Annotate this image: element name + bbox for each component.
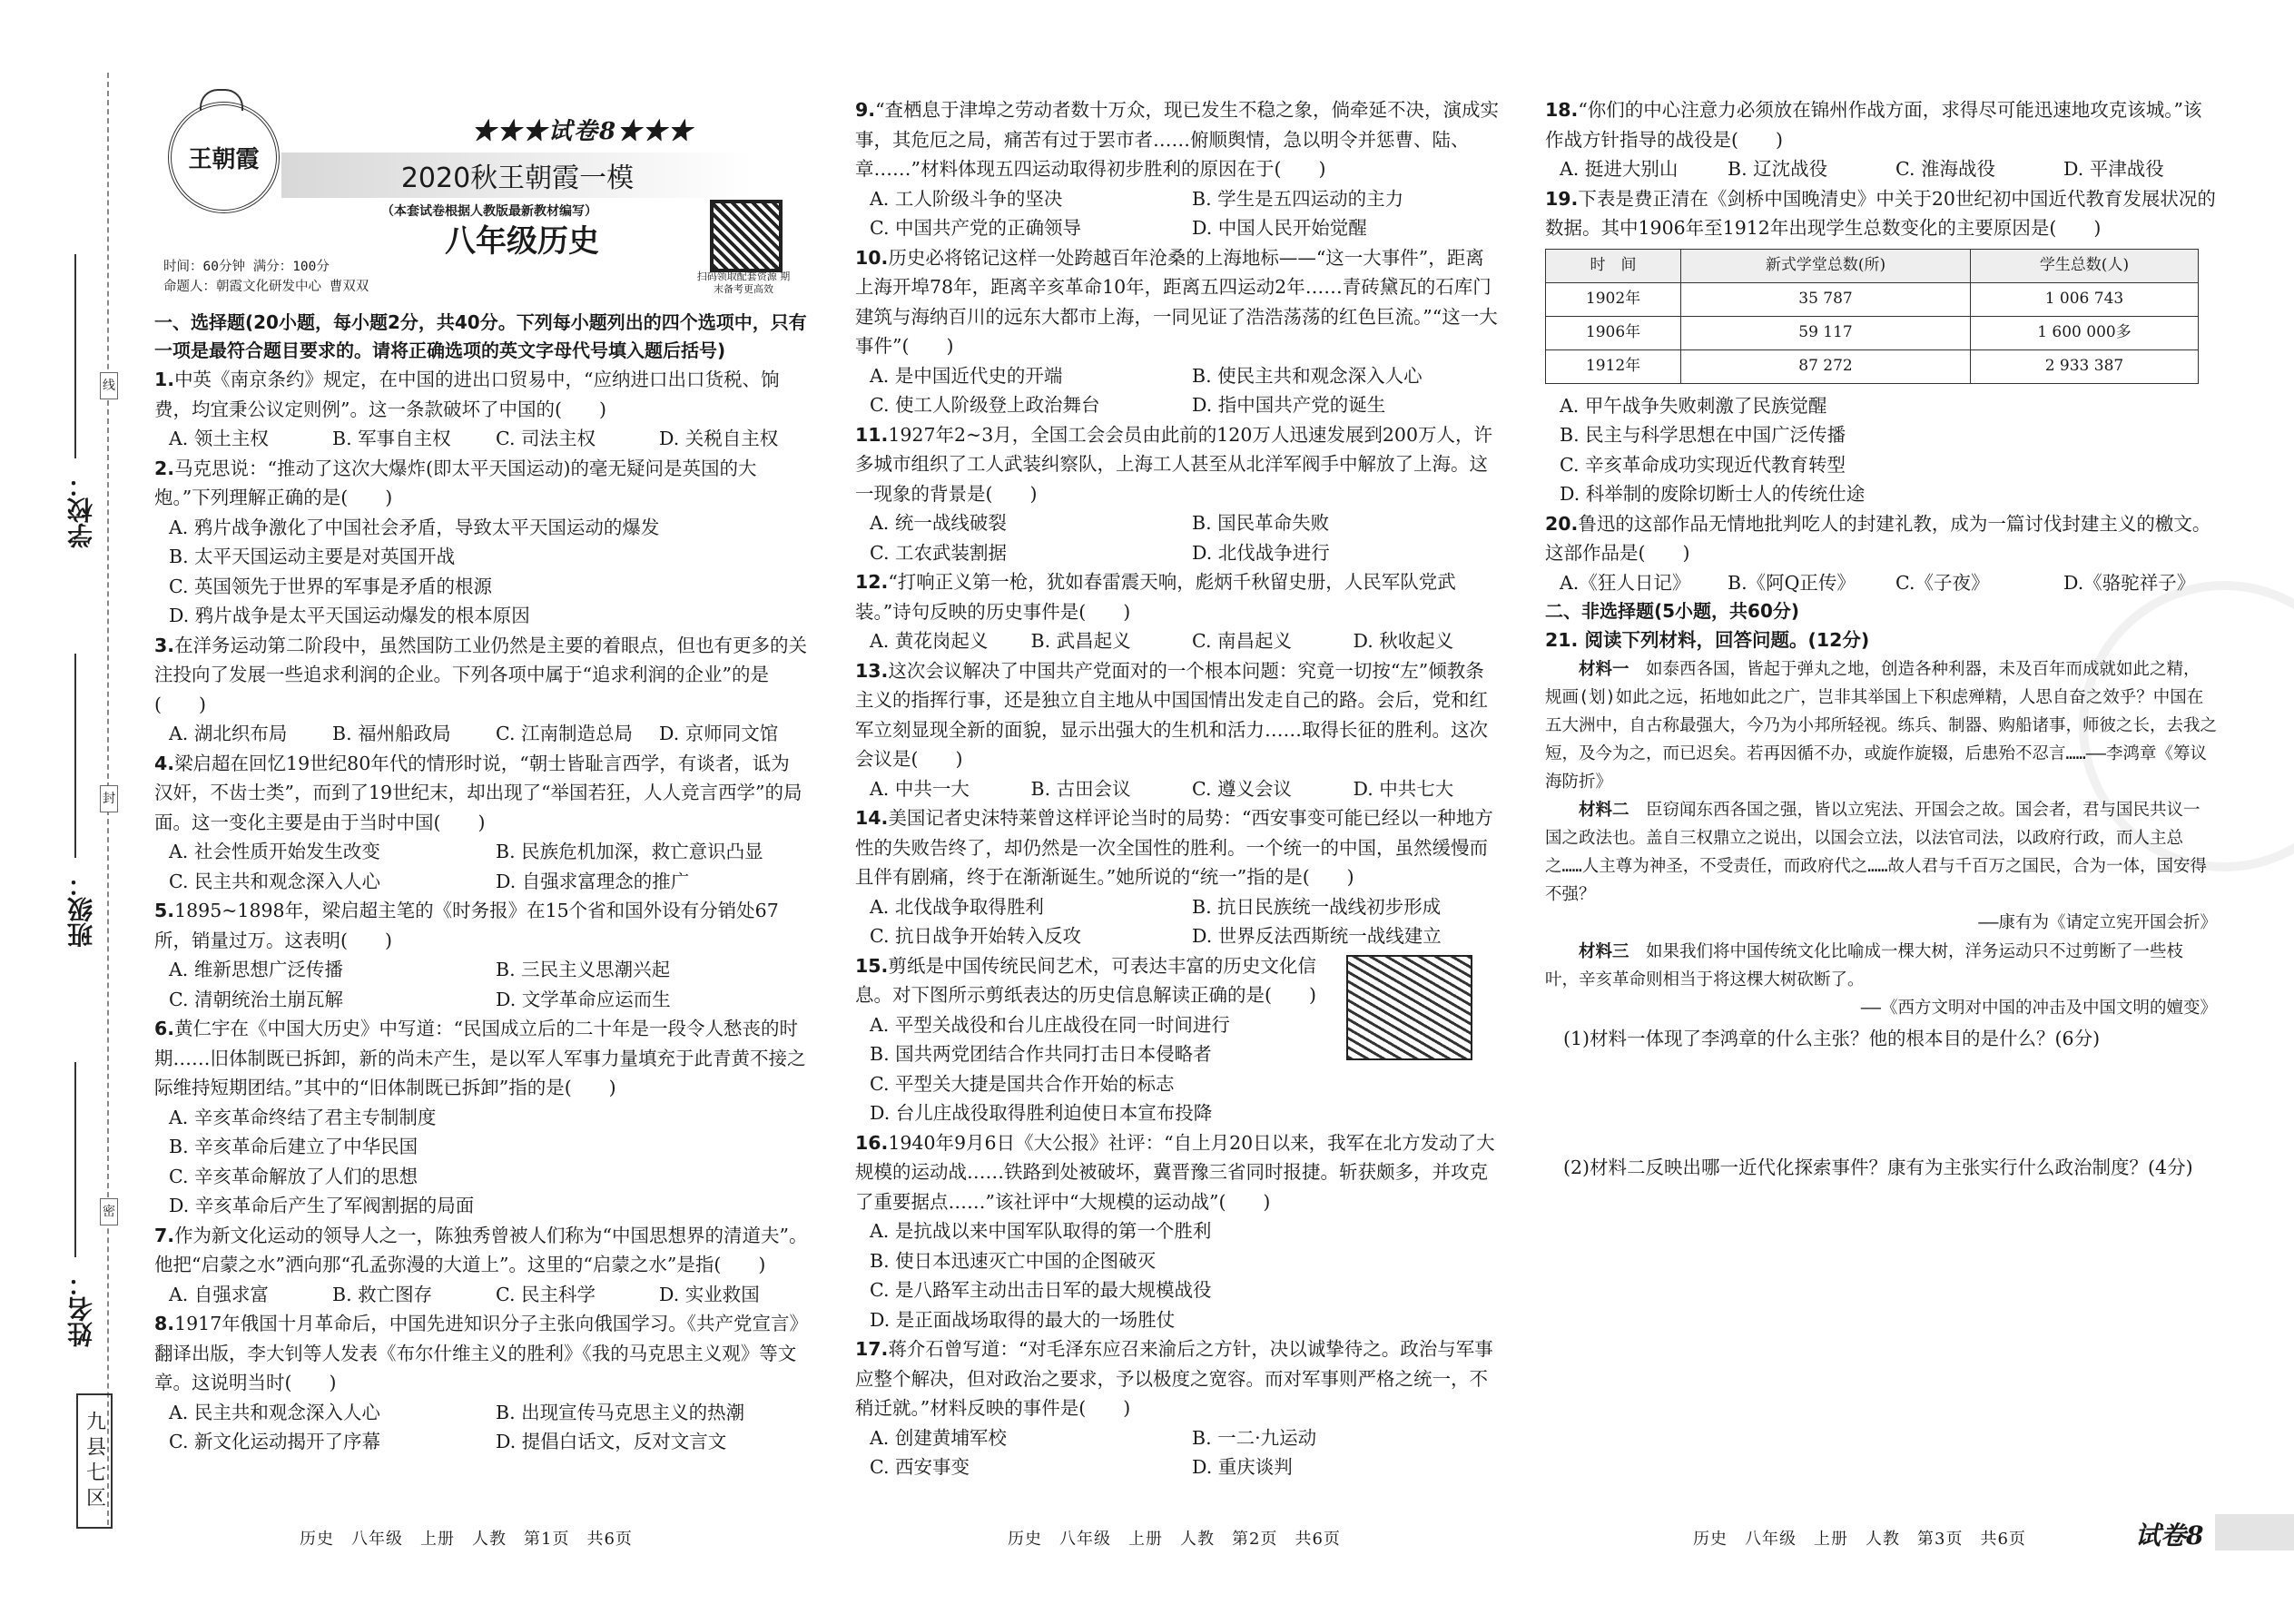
option-b[interactable]: B. 辽沈战役 bbox=[1728, 158, 1828, 180]
option-b[interactable]: B. 国共两党团结合作共同打击日本侵略者 bbox=[870, 1043, 1212, 1065]
question-text: 1895~1898年，梁启超主笔的《时务报》在15个省和国外设有分销处67所，销量过万。这表明( ) bbox=[154, 900, 779, 951]
option-d[interactable]: D. 科举制的废除切断士人的传统仕途 bbox=[1560, 483, 1866, 505]
table-cell: 35 787 bbox=[1681, 282, 1971, 316]
question-text: “打响正义第一枪，犹如春雷震天响，彪炳千秋留史册，人民军队党武装。”诗句反映的历史事件是( ) bbox=[855, 571, 1456, 623]
option-list bbox=[154, 424, 808, 454]
footer-page-3: 历史 八年级 上册 人教 第3页 共6页 bbox=[1693, 1530, 2026, 1549]
option-list bbox=[855, 508, 1500, 567]
option-d[interactable]: D. 实业救国 bbox=[659, 1283, 760, 1305]
footer-page-1: 历史 八年级 上册 人教 第1页 共6页 bbox=[300, 1530, 633, 1549]
question-16 bbox=[855, 1128, 1500, 1335]
corner-bar bbox=[2215, 1514, 2294, 1550]
paper-tag: ★★★试卷8★★★ bbox=[472, 118, 694, 145]
option-d[interactable]: D. 是正面战场取得的最大的一场胜仗 bbox=[870, 1308, 1176, 1331]
option-d[interactable]: D. 指中国共产党的诞生 bbox=[1192, 394, 1386, 416]
option-list bbox=[154, 837, 808, 896]
option-list bbox=[855, 1423, 1500, 1482]
option-d[interactable]: D. 文学革命应运而生 bbox=[496, 988, 671, 1010]
question-number: 8. bbox=[154, 1313, 175, 1334]
material-2 bbox=[1545, 796, 2217, 909]
option-a[interactable]: A. 是抗战以来中国军队取得的第一个胜利 bbox=[870, 1220, 1212, 1242]
question-stem bbox=[154, 749, 808, 838]
question-text: 1927年2~3月，全国工会会员由此前的120万人迅速发展到200万人，许多城市组织了工人武装纠察队，上海工人甚至从北洋军阀手中解放了上海。这一现象的背景是( ) bbox=[855, 423, 1493, 505]
class-label: 班级： bbox=[66, 871, 96, 948]
option-d[interactable]: D. 平津战役 bbox=[2063, 158, 2164, 180]
option-b[interactable]: B. 国民革命失败 bbox=[1192, 512, 1330, 534]
option-b[interactable]: B. 学生是五四运动的主力 bbox=[1192, 187, 1404, 210]
question-number: 5. bbox=[154, 900, 175, 921]
question-14 bbox=[855, 803, 1500, 951]
question-5 bbox=[154, 896, 808, 1014]
option-a[interactable]: A. 北伐战争取得胜利 bbox=[870, 895, 1044, 918]
question-text: 1940年9月6日《大公报》社评：“自上月20日以来，我军在北方发动了大规模的运动战……铁路到处被破坏，冀晋豫三省同时报捷。斩获颇多，并攻克了重要据点……”该社评中“大规模的运动战”( ) bbox=[855, 1131, 1495, 1213]
table-header: 新式学堂总数(所) bbox=[1681, 249, 1971, 282]
question-stem bbox=[154, 454, 808, 513]
class-fill-line bbox=[74, 654, 76, 858]
question-text: 1917年俄国十月革命后，中国先进知识分子主张向俄国学习。《共产党宣言》翻译出版，李大钊等人发表《布尔什维主义的胜利》《我的马克思主义观》等文章。这说明当时( ) bbox=[154, 1313, 808, 1393]
question-number: 9. bbox=[855, 99, 876, 121]
question-stem bbox=[855, 1128, 1500, 1217]
option-list bbox=[855, 184, 1500, 243]
question-number: 4. bbox=[154, 752, 175, 774]
exam-meta bbox=[163, 257, 369, 297]
option-d[interactable]: D. 台儿庄战役取得胜利迫使日本宣布投降 bbox=[870, 1102, 1213, 1124]
option-d[interactable]: D. 重庆谈判 bbox=[1192, 1456, 1293, 1478]
option-b[interactable]: B. 一二·九运动 bbox=[1192, 1426, 1317, 1449]
table-header: 时 间 bbox=[1546, 249, 1681, 282]
table-cell: 87 272 bbox=[1681, 349, 1971, 383]
footer-page-2: 历史 八年级 上册 人教 第2页 共6页 bbox=[1008, 1530, 1341, 1549]
time-score: 时间：60分钟 满分：100分 bbox=[163, 260, 330, 274]
option-a[interactable]: A. 鸦片战争激化了中国社会矛盾，导致太平天国运动的爆发 bbox=[169, 516, 660, 538]
question-13 bbox=[855, 656, 1500, 804]
question-text: 蒋介石曾写道：“对毛泽东应召来渝后之方针，决以诚挚待之。政治与军事应整个解决，但对政治之要求，予以极度之宽容。而对军事则严格之统一，不稍迁就。”材料反映的事件是( ) bbox=[855, 1338, 1493, 1419]
question-10 bbox=[855, 243, 1500, 420]
option-a[interactable]: A. 自强求富 bbox=[169, 1283, 269, 1305]
question-9 bbox=[855, 95, 1500, 243]
question-stem bbox=[154, 1014, 808, 1103]
question-number: 13. bbox=[855, 659, 889, 682]
question-number: 11. bbox=[855, 423, 889, 446]
option-list bbox=[154, 955, 808, 1014]
option-d[interactable]: D. 提倡白话文，反对文言文 bbox=[496, 1431, 727, 1452]
option-c[interactable]: C. 遵义会议 bbox=[1192, 777, 1292, 800]
table-cell: 1 006 743 bbox=[1970, 282, 2198, 316]
question-number: 3. bbox=[154, 634, 175, 656]
question-number: 7. bbox=[154, 1224, 175, 1246]
author-line: 命题人：朝霞文化研发中心 曹双双 bbox=[163, 280, 369, 294]
question-text: 剪纸是中国传统民间艺术，可表达丰富的历史文化信息。对下图所示剪纸表达的历史信息解读正确的是( ) bbox=[855, 954, 1316, 1006]
question-stem bbox=[1545, 184, 2217, 243]
question-text: 在洋务运动第二阶段中，虽然国防工业仍然是主要的着眼点，但也有更多的关注投向了发展一些追求利润的企业。下列各项中属于“追求利润的企业”的是( ) bbox=[154, 634, 808, 715]
question-text: 作为新文化运动的领导人之一，陈独秀曾被人们称为“中国思想界的清道夫”。他把“启蒙之水”洒向那“孔孟弥漫的大道上”。这里的“启蒙之水”是指( ) bbox=[154, 1224, 808, 1275]
subquestion-1: (1)材料一体现了李鸿章的什么主张？他的根本目的是什么？(6分) bbox=[1563, 1027, 2101, 1049]
subquestion-2: (2)材料二反映出哪一近代化探索事件？康有为主张实行什么政治制度？(4分) bbox=[1563, 1156, 2193, 1178]
option-c[interactable]: C. 清朝统治土崩瓦解 bbox=[169, 988, 343, 1010]
option-d[interactable]: D. 京师同文馆 bbox=[659, 723, 779, 744]
question-11 bbox=[855, 420, 1500, 568]
question-15 bbox=[855, 951, 1500, 1128]
page-3-column bbox=[1545, 95, 2217, 1183]
option-a[interactable]: A. 挺进大别山 bbox=[1560, 158, 1679, 180]
school-stats-table bbox=[1545, 249, 2199, 384]
option-b[interactable]: B. 古田会议 bbox=[1030, 777, 1131, 800]
material-3 bbox=[1545, 938, 2217, 994]
page-1-column bbox=[154, 309, 808, 1457]
option-list bbox=[855, 361, 1500, 420]
option-c[interactable]: C. 中国共产党的正确领导 bbox=[870, 217, 1081, 239]
option-d[interactable]: D. 自强求富理念的推广 bbox=[496, 870, 690, 892]
district-box: 九县七区 bbox=[76, 1393, 113, 1529]
option-b[interactable]: B. 军事自主权 bbox=[332, 428, 451, 449]
material-2-source: ——康有为《请定立宪开国会折》 bbox=[1978, 912, 2217, 932]
option-a[interactable]: A. 工人阶级斗争的坚决 bbox=[870, 187, 1063, 210]
question-stem bbox=[154, 1221, 808, 1280]
question-number: 15. bbox=[855, 954, 889, 977]
question-number: 14. bbox=[855, 807, 889, 829]
q21-heading: 21. 阅读下列材料，回答问题。(12分) bbox=[1545, 629, 1870, 651]
option-c[interactable]: C. 是八路军主动出击日军的最大规模战役 bbox=[870, 1279, 1212, 1301]
material-1-text: 如泰西各国，皆起于弹丸之地，创造各种利器，未及百年而成就如此之精，规画(划)如此之远，拓地如此之广，岂非其举国上下积虑殚精，人思自奋之效乎？中国在五大洲中，自古称最强大，今乃为小邦所轻视。练兵、制器、购船诸事，师彼之长，去我之短，及今为之，而已迟矣。若再因循不办，或旋作旋辍，后患殆不忍言…… bbox=[1545, 659, 2218, 763]
question-number: 19. bbox=[1545, 187, 1579, 210]
table-row bbox=[1546, 349, 2199, 383]
paper-corner-tag: 试卷8 bbox=[2135, 1521, 2204, 1550]
edition-note: （本套试卷根据人教版最新教材编写） bbox=[381, 204, 597, 219]
question-17 bbox=[855, 1334, 1500, 1482]
material-1 bbox=[1545, 655, 2217, 796]
question-text: 历史必将铭记这样一处跨越百年沧桑的上海地标——“这一大事件”，距离上海开埠78年，距离辛亥革命10年，距离五四运动2年……青砖黛瓦的石库门建筑与海纳百川的远东大都市上海，一同见证了浩浩荡荡的红色巨流。”“这一大事件”( ) bbox=[855, 246, 1498, 357]
option-c[interactable]: C. 江南制造总局 bbox=[496, 723, 633, 744]
binding-mark-secret: 密 bbox=[100, 1198, 118, 1225]
material-2-text: 臣窃闻东西各国之强，皆以立宪法、开国会之故。国会者，君与国民共议一国之政法也。盖自三权鼎立之说出，以国会立法，以法官司法，以政府行政，而人主总之……人主尊为神圣，不受责任，而政府代之……故人君与千百万之国民，合为一体，国安得不强？ bbox=[1545, 800, 2208, 904]
section-1-title: 一、选择题(20小题，每小题2分，共40分。下列每小题列出的四个选项中，只有一项是最符合题目要求的。请将正确选项的英文字母代号填入题后括号) bbox=[154, 311, 807, 361]
option-c[interactable]: C. 西安事变 bbox=[870, 1456, 970, 1478]
option-d[interactable]: D. 北伐战争进行 bbox=[1192, 541, 1330, 564]
question-number: 2. bbox=[154, 457, 175, 479]
option-c[interactable]: C. 抗日战争开始转入反攻 bbox=[870, 925, 1081, 947]
material-3-text: 如果我们将中国传统文化比喻成一棵大树，洋务运动只不过剪断了一些枝叶，辛亥革命则相当于将这棵大树砍断了。 bbox=[1545, 942, 2184, 989]
table-row bbox=[1546, 316, 2199, 349]
option-c[interactable]: C. 辛亥革命解放了人们的思想 bbox=[169, 1165, 418, 1187]
option-list bbox=[855, 1216, 1500, 1334]
question-4 bbox=[154, 749, 808, 897]
question-2 bbox=[154, 454, 808, 631]
question-text: 这次会议解决了中国共产党面对的一个根本问题：究竟一切按“左”倾教条主义的指挥行事，还是独立自主地从中国国情出发走自己的路。会后，党和红军立刻显现全新的面貌，显示出强大的生机和活力……取得长征的胜利。这次会议是( ) bbox=[855, 659, 1488, 770]
question-stem bbox=[1545, 95, 2217, 154]
option-list bbox=[154, 719, 808, 749]
question-7 bbox=[154, 1221, 808, 1310]
question-stem bbox=[855, 95, 1500, 184]
question-1 bbox=[154, 365, 808, 454]
option-b[interactable]: B. 福州船政局 bbox=[332, 723, 451, 744]
answer-space-1[interactable] bbox=[1545, 1053, 2217, 1153]
table-cell: 1 600 000多 bbox=[1970, 316, 2198, 349]
binding-mark-seal: 封 bbox=[100, 785, 118, 812]
option-c[interactable]: C. 新文化运动揭开了序幕 bbox=[169, 1431, 380, 1452]
option-b[interactable]: B. 武昌起义 bbox=[1030, 630, 1131, 652]
option-list bbox=[154, 1398, 808, 1457]
option-b[interactable]: B. 太平天国运动主要是对英国开战 bbox=[169, 546, 456, 567]
option-list bbox=[855, 774, 1500, 804]
binding-mark-line: 线 bbox=[100, 372, 118, 399]
option-a[interactable]: A. 湖北织布局 bbox=[169, 723, 288, 744]
option-b[interactable]: B. 民主与科学思想在中国广泛传播 bbox=[1560, 424, 1846, 446]
option-a[interactable]: A. 创建黄埔军校 bbox=[870, 1426, 1007, 1449]
material-1-label: 材料一 bbox=[1579, 659, 1629, 679]
material-3-label: 材料三 bbox=[1579, 942, 1629, 961]
question-8 bbox=[154, 1309, 808, 1457]
question-text: 下表是费正清在《剑桥中国晚清史》中关于20世纪初中国近代教育发展状况的数据。其中1906年至1912年出现学生总数变化的主要原因是( ) bbox=[1545, 187, 2216, 239]
option-b[interactable]: B. 三民主义思潮兴起 bbox=[496, 959, 671, 980]
material-2-label: 材料二 bbox=[1579, 800, 1629, 820]
question-text: 梁启超在回忆19世纪80年代的情形时说，“朝士皆耻言西学，有谈者，诋为汉奸，不齿士类”，而到了19世纪末，却出现了“举国若狂，人人竞言西学”的局面。这一变化主要是由于当时中国( ) bbox=[154, 752, 802, 833]
paper-cut-image bbox=[1346, 955, 1472, 1060]
option-b[interactable]: B. 使民主共和观念深入人心 bbox=[1192, 364, 1423, 387]
question-number: 18. bbox=[1545, 99, 1579, 121]
school-label: 学校： bbox=[66, 472, 96, 548]
table-cell: 1912年 bbox=[1546, 349, 1681, 383]
grade-subject: 八年级历史 bbox=[445, 223, 599, 260]
table-cell: 1902年 bbox=[1546, 282, 1681, 316]
option-d[interactable]: D.《骆驼祥子》 bbox=[2063, 571, 2196, 594]
question-number: 10. bbox=[855, 246, 889, 269]
question-number: 12. bbox=[855, 571, 889, 593]
question-number: 1. bbox=[154, 369, 175, 390]
table-row bbox=[1546, 282, 2199, 316]
question-stem bbox=[855, 243, 1500, 361]
question-stem bbox=[154, 896, 808, 955]
option-d[interactable]: D. 辛亥革命后产生了军阀割据的局面 bbox=[169, 1195, 475, 1216]
school-fill-line bbox=[74, 254, 76, 458]
table-cell: 2 933 387 bbox=[1970, 349, 2198, 383]
question-18 bbox=[1545, 95, 2217, 184]
name-label: 姓名： bbox=[66, 1271, 96, 1347]
qr-note: 扫码领取配套资源 期末备考更高效 bbox=[696, 271, 791, 295]
table-cell: 1906年 bbox=[1546, 316, 1681, 349]
question-text: 黄仁宇在《中国大历史》中写道：“民国成立后的二十年是一段令人愁丧的时期……旧体制既已拆卸，新的尚未产生，是以军人军事力量填充于此青黄不接之际维持短期团结。”其中的“旧体制既已拆卸”指的是( ) bbox=[154, 1018, 806, 1098]
question-6 bbox=[154, 1014, 808, 1221]
qr-code-icon[interactable] bbox=[710, 200, 783, 272]
option-d[interactable]: D. 中国人民开始觉醒 bbox=[1192, 217, 1367, 239]
option-d[interactable]: D. 鸦片战争是太平天国运动爆发的根本原因 bbox=[169, 605, 530, 626]
option-c[interactable]: C. 英国领先于世界的军事是矛盾的根源 bbox=[169, 575, 492, 597]
question-stem bbox=[855, 656, 1500, 774]
option-a[interactable]: A. 是中国近代史的开端 bbox=[870, 364, 1063, 387]
question-stem bbox=[154, 365, 808, 424]
option-c[interactable]: C. 平型关大捷是国共合作开始的标志 bbox=[870, 1072, 1175, 1095]
option-c[interactable]: C. 辛亥革命成功实现近代教育转型 bbox=[1560, 453, 1846, 476]
question-20 bbox=[1545, 509, 2217, 598]
option-d[interactable]: D. 中共七大 bbox=[1353, 777, 1454, 800]
question-stem bbox=[154, 1309, 808, 1398]
option-d[interactable]: D. 世界反法西斯统一战线建立 bbox=[1192, 925, 1442, 947]
question-number: 17. bbox=[855, 1338, 889, 1360]
question-stem bbox=[855, 803, 1500, 892]
option-b[interactable]: B. 使日本迅速灭亡中国的企图破灭 bbox=[870, 1249, 1157, 1272]
question-stem bbox=[855, 420, 1500, 509]
page-2-column bbox=[855, 95, 1500, 1482]
option-c[interactable]: C. 民主科学 bbox=[496, 1283, 596, 1305]
option-list bbox=[154, 1280, 808, 1310]
option-a[interactable]: A. 辛亥革命终结了君主专制制度 bbox=[169, 1106, 437, 1128]
option-b[interactable]: B. 抗日民族统一战线初步形成 bbox=[1192, 895, 1442, 918]
option-list bbox=[1545, 568, 2217, 598]
question-text: 美国记者史沫特莱曾这样评论当时的局势：“西安事变可能已经以一种地方性的失败告终了，却仍然是一次全国性的胜利。一个统一的中国，虽然缓慢而且伴有剧痛，终于在渐渐诞生。”她所说的“统一”指的是( ) bbox=[855, 807, 1493, 888]
question-text: 马克思说：“推动了这次大爆炸(即太平天国运动)的毫无疑问是英国的大炮。”下列理解正确的是( ) bbox=[154, 457, 757, 508]
option-c[interactable]: C. 工农武装割据 bbox=[870, 541, 1007, 564]
option-list bbox=[154, 1103, 808, 1221]
table-cell: 59 117 bbox=[1681, 316, 1971, 349]
option-b[interactable]: B. 民族危机加深，救亡意识凸显 bbox=[496, 841, 763, 862]
question-3 bbox=[154, 631, 808, 749]
question-text: “你们的中心注意力必须放在锦州作战方面，求得尽可能迅速地攻克该城。”该作战方针指导的战役是( ) bbox=[1545, 99, 2202, 151]
option-a[interactable]: A. 中共一大 bbox=[870, 777, 970, 800]
option-c[interactable]: C. 司法主权 bbox=[496, 428, 596, 449]
option-list bbox=[855, 892, 1500, 951]
option-a[interactable]: A. 平型关战役和台儿庄战役在同一时间进行 bbox=[870, 1013, 1230, 1036]
exam-title: 2020秋王朝霞一模 bbox=[281, 153, 753, 198]
option-c[interactable]: C. 淮海战役 bbox=[1895, 158, 1995, 180]
brand-logo: 王朝霞 bbox=[168, 102, 280, 213]
option-d[interactable]: D. 关税自主权 bbox=[659, 428, 779, 449]
option-a[interactable]: A. 黄花岗起义 bbox=[870, 630, 989, 652]
question-stem bbox=[855, 567, 1500, 626]
option-d[interactable]: D. 秋收起义 bbox=[1353, 630, 1454, 652]
option-list bbox=[855, 1010, 1337, 1128]
question-number: 16. bbox=[855, 1131, 889, 1154]
option-c[interactable]: C. 南昌起义 bbox=[1192, 630, 1292, 652]
question-stem bbox=[154, 631, 808, 720]
option-list bbox=[855, 626, 1500, 656]
option-a[interactable]: A. 领土主权 bbox=[169, 428, 269, 449]
question-number: 20. bbox=[1545, 512, 1579, 535]
question-12 bbox=[855, 567, 1500, 656]
question-19 bbox=[1545, 184, 2217, 509]
option-a[interactable]: A. 民主共和观念深入人心 bbox=[169, 1401, 380, 1423]
section-2-title: 二、非选择题(5小题，共60分) bbox=[1545, 600, 1800, 622]
option-b[interactable]: B.《阿Q正传》 bbox=[1728, 571, 1856, 594]
option-c[interactable]: C.《子夜》 bbox=[1895, 571, 1990, 594]
option-b[interactable]: B. 救亡图存 bbox=[332, 1283, 433, 1305]
table-header: 学生总数(人) bbox=[1970, 249, 2198, 282]
question-stem bbox=[1545, 509, 2217, 568]
question-number: 6. bbox=[154, 1018, 175, 1039]
option-a[interactable]: A. 统一战线破裂 bbox=[870, 512, 1007, 534]
option-b[interactable]: B. 出现宣传马克思主义的热潮 bbox=[496, 1401, 745, 1423]
material-3-source: ——《西方文明对中国的冲击及中国文明的嬗变》 bbox=[1860, 999, 2217, 1018]
option-a[interactable]: A. 维新思想广泛传播 bbox=[169, 959, 343, 980]
question-text: “査栖息于津埠之劳动者数十万众，现已发生不稳之象，倘牵延不决，演成实事，其危厄之局，痛苦有过于罢市者……俯顺舆情，急以明令并惩曹、陆、章……”材料体现五四运动取得初步胜利的原因在于( ) bbox=[855, 99, 1500, 180]
option-list bbox=[1545, 391, 2217, 509]
option-a[interactable]: A. 社会性质开始发生改变 bbox=[169, 841, 380, 862]
option-list bbox=[154, 513, 808, 631]
option-a[interactable]: A. 甲午战争失败刺激了民族觉醒 bbox=[1560, 394, 1827, 417]
option-b[interactable]: B. 辛亥革命后建立了中华民国 bbox=[169, 1136, 418, 1157]
option-list bbox=[1545, 154, 2217, 184]
material-1-source: ——李鸿章《筹议海防折》 bbox=[1545, 743, 2208, 792]
question-stem bbox=[855, 1334, 1500, 1423]
option-a[interactable]: A.《狂人日记》 bbox=[1560, 571, 1691, 594]
question-text: 鲁迅的这部作品无情地批判吃人的封建礼教，成为一篇讨伐封建主义的檄文。这部作品是( ) bbox=[1545, 512, 2211, 564]
question-text: 中英《南京条约》规定，在中国的进出口贸易中，“应纳进口出口货税、饷费，均宜秉公议定则例”。这一条款破坏了中国的( ) bbox=[154, 369, 780, 420]
option-c[interactable]: C. 使工人阶级登上政治舞台 bbox=[870, 394, 1100, 416]
option-c[interactable]: C. 民主共和观念深入人心 bbox=[169, 870, 380, 892]
name-fill-line bbox=[74, 1062, 76, 1257]
